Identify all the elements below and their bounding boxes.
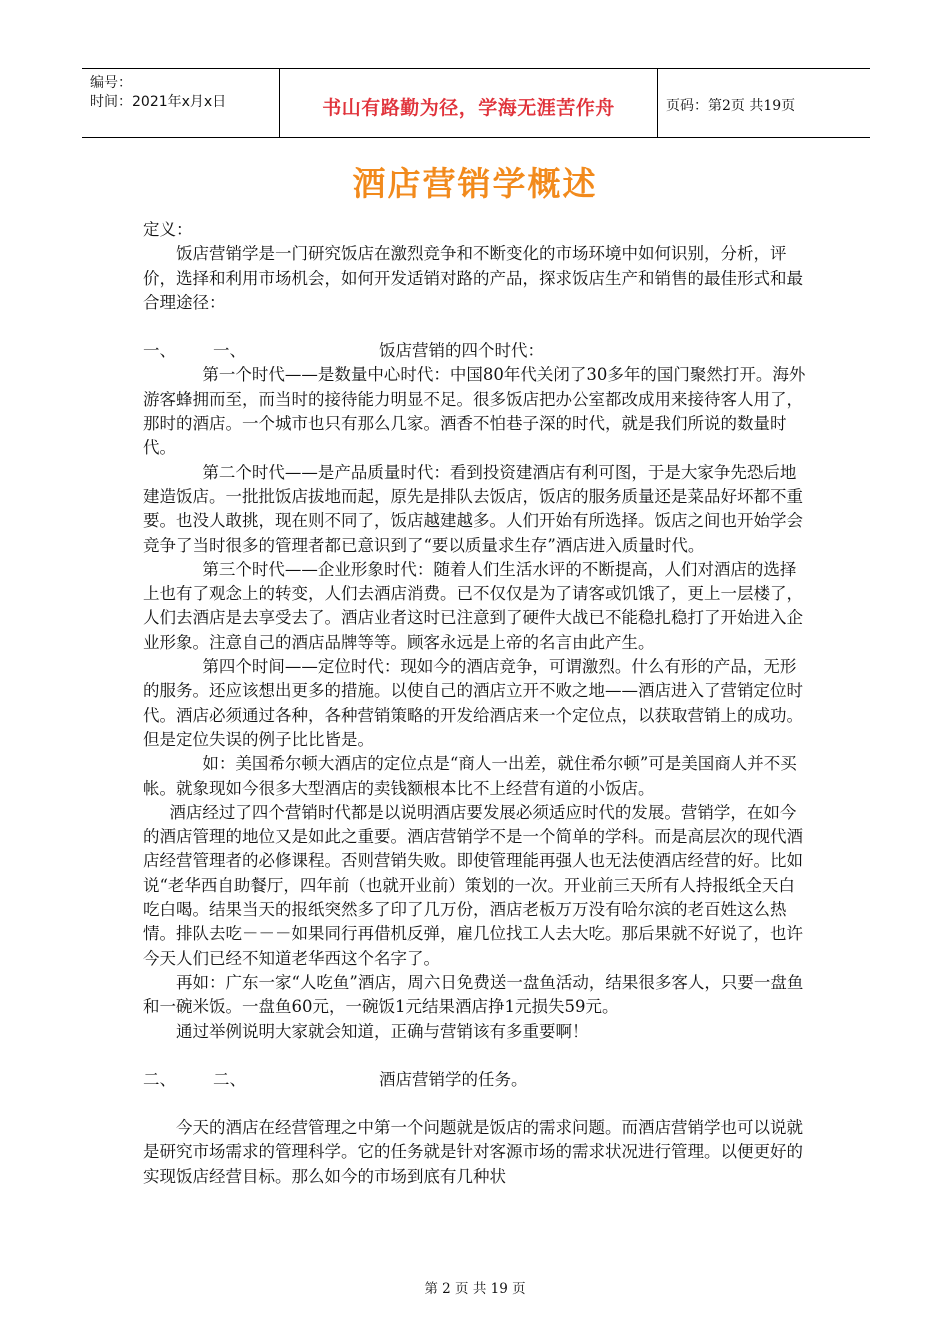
paragraph-era4: 第四个时间——定位时代：现如今的酒店竞争，可谓激烈。什么有形的产品，无形的服务。还应该想出更多的措施。以使自己的酒店立开不败之地——酒店进入了营销定位时代。酒店必须通过各种，各种营销策略的开发给酒店来一个定位点，以获取营销上的成功。但是定位失误的例子比比皆是。	[143, 657, 803, 749]
paragraph-hilton-example: 如：美国希尔顿大酒店的定位点是“商人一出差，就住希尔顿”可是美国商人并不买帐。就象现如今很多大型酒店的卖钱额根本比不上经营有道的小饭店。	[143, 754, 797, 798]
paragraph-era1: 第一个时代——是数量中心时代：中国80年代关闭了30多年的国门聚然打开。海外游客蜂拥而至，而当时的接待能力明显不足。很多饭店把办公室都改成用来接待客人用了，那时的酒店。一个城市也只有那么几家。酒香不怕巷子深的时代，就是我们所说的数量时代。	[143, 365, 806, 458]
document-body	[143, 218, 811, 1189]
definition-label: 定义：	[143, 220, 193, 239]
paragraph-task: 今天的酒店在经营管理之中第一个问题就是饭店的需求问题。而酒店营销学也可以说就是研究市场需求的管理科学。它的任务就是针对客源市场的需求状况进行管理。以便更好的实现饭店经营目标。那么如今的市场到底有几种状	[143, 1118, 803, 1186]
page-info: 页码：第2页 共19页	[666, 98, 796, 114]
section-title: 酒店营销学的任务。	[379, 1069, 528, 1089]
date-label: 时间：2021年x月x日	[90, 94, 227, 110]
page-footer: 第 2 页 共 19 页	[424, 1281, 526, 1297]
header-motto-cell	[280, 69, 658, 137]
spacer	[143, 1044, 811, 1068]
section-title: 饭店营销的四个时代：	[379, 341, 544, 361]
paragraph-conclusion: 通过举例说明大家就会知道，正确与营销该有多重要啊！	[176, 1021, 589, 1041]
paragraph-summary: 酒店经过了四个营销时代都是以说明酒店要发展必须适应时代的发展。营销学，在如今的酒店管理的地位又是如此之重要。酒店营销学不是一个简单的学科。而是高层次的现代酒店经营管理者的必修课程。否则营销失败。即使管理能再强人也无法使酒店经营的好。比如说“老华西自助餐厅，四年前（也就开业前）策划的一次。开业前三天所有人持报纸全天白吃白喝。结果当天的报纸突然多了印了几万份，酒店老板万万没有哈尔滨的老百姓这么热情。排队去吃－－－如果同行再借机反弹，雇几位找工人去大吃。那后果就不好说了，也许今天人们已经不知道老华西这个名字了。	[143, 802, 803, 968]
definition-paragraph: 饭店营销学是一门研究饭店在激烈竞争和不断变化的市场环境中如何识别，分析，评价，选择和利用市场机会，如何开发适销对路的产品，探求饭店生产和销售的最佳形式和最合理途径：	[143, 244, 803, 312]
spacer	[143, 315, 811, 339]
document-title: 酒店营销学概述	[352, 164, 598, 203]
document-header	[82, 68, 870, 138]
section-heading-1	[143, 339, 811, 363]
paragraph-era2: 第二个时代——是产品质量时代：看到投资建酒店有利可图，于是大家争先恐后地建造饭店。一批批饭店拔地而起，原先是排队去饭店，饭店的服务质量还是菜品好坏都不重要。也没人敢挑，现在则不同了，饭店越建越多。人们开始有所选择。饭店之间也开始学会竞争了当时很多的管理者都已意识到了“要以质量求生存”酒店进入质量时代。	[143, 462, 803, 555]
section-heading-2	[143, 1068, 811, 1092]
section-number: 二、	[143, 1069, 176, 1089]
spacer	[143, 1092, 811, 1116]
paragraph-fish-example: 再如：广东一家“人吃鱼”酒店，周六日免费送一盘鱼活动，结果很多客人，只要一盘鱼和一碗米饭。一盘鱼60元，一碗饭1元结果酒店挣1元损失59元。	[143, 972, 804, 1017]
header-meta-cell	[82, 69, 280, 137]
section-number: 一、	[143, 341, 176, 361]
serial-number-label: 编号：	[90, 75, 132, 91]
paragraph-era3: 第三个时代——企业形象时代：随着人们生活水评的不断提高，人们对酒店的选择上也有了观念上的转变，人们去酒店消费。已不仅仅是为了请客或饥饿了，更上一层楼了，人们去酒店是去享受去了。酒店业者这时已注意到了硬件大战已不能稳扎稳打了开始进入企业形象。注意自己的酒店品牌等等。顾客永远是上帝的名言由此产生。	[143, 559, 803, 652]
header-page-cell	[658, 69, 870, 137]
section-number: 一、	[213, 341, 246, 361]
motto-text: 书山有路勤为径，学海无涯苦作舟	[322, 97, 615, 119]
section-number: 二、	[213, 1069, 246, 1089]
